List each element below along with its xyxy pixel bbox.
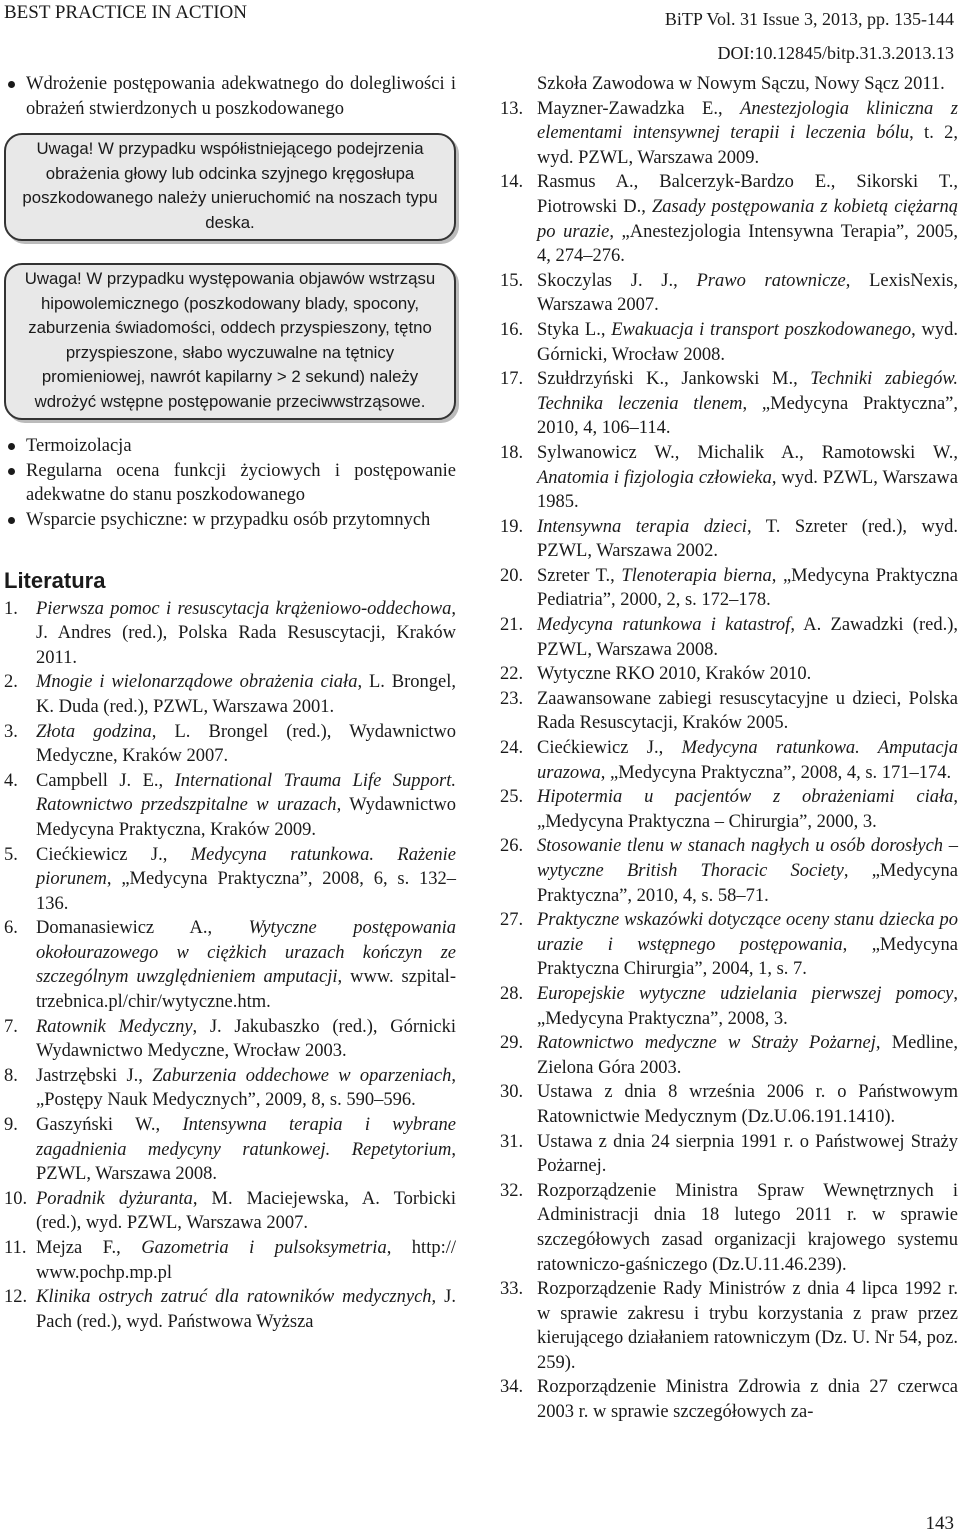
reference-text: Hipotermia u pacjentów z obrażeniami ciała, „Medycyna Praktyczna – Chirurgia”, 2000, 3. <box>537 787 958 832</box>
reference-item <box>4 1285 456 1334</box>
reference-text: Mayzner-Zawadzka E., Anestezjologia kliniczna z elementami intensywnej terapii i leczenia bólu, t. 2, wyd. PZWL, Warszawa 2009. <box>537 98 959 168</box>
reference-item <box>4 1015 456 1064</box>
reference-list-left <box>4 597 456 1335</box>
reference-item <box>500 662 958 687</box>
reference-text: Intensywna terapia dzieci, T. Szreter (red.), wyd. PZWL, Warszawa 2002. <box>537 516 958 562</box>
reference-text: Skoczylas J. J., Prawo ratownicze, LexisNexis, Warszawa 2007. <box>537 270 958 316</box>
reference-number: 13. <box>500 98 524 119</box>
reference-text: Stosowanie tlenu w stanach nagłych u osób dorosłych – wytyczne British Thoracic Society, „Medycyna Praktyczna”, 2010, 4, s. 58–71. <box>537 836 959 906</box>
reference-number: 22. <box>500 664 524 685</box>
reference-text: Mejza F., Gazometria i pulsoksymetria, http:// www.pochp.mp.pl <box>36 1238 457 1283</box>
reference-number: 6. <box>4 918 18 939</box>
reference-text: Złota godzina, L. Brongel (red.), Wydawnictwo Medyczne, Kraków 2007. <box>36 721 456 767</box>
literature-heading: Literatura <box>4 567 106 593</box>
reference-item <box>4 1187 456 1236</box>
reference-item <box>500 441 958 515</box>
reference-item <box>500 982 958 1031</box>
reference-number: 26. <box>500 836 524 857</box>
reference-number: 15. <box>500 270 524 291</box>
reference-number: 25. <box>500 787 524 808</box>
reference-text: Sylwanowicz W., Michalik A., Ramotowski W., Anatomia i fizjologia człowieka, wyd. PZWL, Warszawa 1985. <box>537 442 959 513</box>
reference-number: 33. <box>500 1279 524 1300</box>
reference-text: Styka L., Ewakuacja i transport poszkodowanego, wyd. Górnicki, Wrocław 2008. <box>537 319 958 365</box>
reference-text: Ustawa z dnia 24 sierpnia 1991 r. o Państwowej Straży Pożarnej. <box>537 1131 958 1177</box>
reference-item <box>500 564 958 613</box>
reference-text: Ratownik Medyczny, J. Jakubaszko (red.), Górnicki Wydawnictwo Medyczne, Wrocław 2003. <box>36 1016 456 1062</box>
reference-number: 3. <box>4 721 18 742</box>
reference-number: 24. <box>500 738 524 759</box>
reference-number: 20. <box>500 565 524 586</box>
bullet-item: Termoizolacja <box>4 434 456 459</box>
reference-number: 19. <box>500 516 524 537</box>
reference-item <box>500 1277 958 1375</box>
reference-item <box>500 367 958 441</box>
reference-text: Praktyczne wskazówki dotyczące oceny stanu dziecka po urazie i wstępnego postępowania, „Medycyna Praktyczna Chirurgia”, 2004, 1, s. 7. <box>537 910 958 980</box>
reference-item <box>500 613 958 662</box>
reference-text: Klinika ostrych zatruć dla ratowników medycznych, J. Pach (red.), wyd. Państwowa Wyższa <box>36 1287 456 1332</box>
reference-item <box>500 1031 958 1080</box>
reference-number: 10. <box>4 1188 28 1209</box>
reference-number: 32. <box>500 1180 524 1201</box>
reference-item <box>500 170 958 268</box>
reference-item <box>500 1080 958 1129</box>
bullet-item: Regularna ocena funkcji życiowych i postępowanie adekwatne do stanu poszkodowanego <box>4 459 456 508</box>
reference-text: Rozporządzenie Rady Ministrów z dnia 4 lipca 1992 r. w sprawie zakresu i trybu korzystania z praw przez kierującego działaniem ratowniczym (Dz. U. Nr 54, poz. 259). <box>537 1279 958 1373</box>
reference-number: 23. <box>500 688 524 709</box>
reference-item <box>500 269 958 318</box>
reference-text: Medycyna ratunkowa i katastrof, A. Zawadzki (red.), PZWL, Warszawa 2008. <box>537 615 958 660</box>
reference-number: 30. <box>500 1082 524 1103</box>
reference-text: Campbell J. E., International Trauma Life Support. Ratownictwo przedszpitalne w urazach, Wydawnictwo Medycyna Praktyczna, Kraków 2009. <box>36 770 457 840</box>
reference-item <box>4 1236 456 1285</box>
reference-number: 2. <box>4 672 18 693</box>
reference-number: 4. <box>4 770 18 791</box>
reference-item <box>500 1130 958 1179</box>
reference-text: Rozporządzenie Ministra Spraw Wewnętrznych i Administracji dnia 18 lutego 2011 r. w sprawie szczegółowych zasad organizacji krajowego systemu ratowniczo-gaśniczego (Dz.U.11.46.239). <box>537 1180 958 1275</box>
reference-text: Europejskie wytyczne udzielania pierwszej pomocy, „Medycyna Praktyczna”, 2008, 3. <box>537 983 958 1029</box>
reference-item <box>500 318 958 367</box>
reference-number: 11. <box>4 1238 27 1258</box>
reference-item <box>4 916 456 1014</box>
reference-item <box>4 670 456 719</box>
reference-item <box>500 1179 958 1277</box>
right-column <box>500 72 958 1425</box>
reference-number: 7. <box>4 1016 18 1037</box>
warning-box-spine: Uwaga! W przypadku współistniejącego podejrzenia obrażenia głowy lub odcinka szyjnego kręgosłupa poszkodowanego należy unieruchomić na noszach typu deska. <box>4 133 456 241</box>
reference-item <box>500 834 958 908</box>
page-number: 143 <box>925 1513 954 1534</box>
warning-box-shock: Uwaga! W przypadku występowania objawów wstrząsu hipowolemicznego (poszkodowany blady, spocony, zaburzenia świadomości, oddech przyspieszony, tętno przyspieszone, słabo wyczuwalne na tętnicy promieniowej, nawrót kapilarny > 2 sekund) należy wdrożyć wstępne postępowanie przeciwwstrząsowe. <box>4 263 456 420</box>
running-header-right <box>665 2 954 70</box>
reference-item <box>4 1064 456 1113</box>
reference-item <box>4 843 456 917</box>
reference-text: Jastrzębski J., Zaburzenia oddechowe w oparzeniach, „Postępy Nauk Medycznych”, 2009, 8, s. 590–596. <box>36 1065 457 1111</box>
reference-text: Mnogie i wielonarządowe obrażenia ciała, L. Brongel, K. Duda (red.), PZWL, Warszawa 2001. <box>36 672 456 717</box>
reference-number: 31. <box>500 1131 524 1152</box>
reference-item <box>500 785 958 834</box>
reference-number: 5. <box>4 844 18 865</box>
reference-text: Poradnik dyżuranta, M. Maciejewska, A. Torbicki (red.), wyd. PZWL, Warszawa 2007. <box>36 1188 456 1234</box>
reference-text: Rasmus A., Balcerzyk-Bardzo E., Sikorski T., Piotrowski D., Zasady postępowania z kobietą ciężarną po urazie, „Anestezjologia Intensywna Terapia”, 2005, 4, 274–276. <box>537 172 959 267</box>
reference-item <box>500 687 958 736</box>
reference-number: 21. <box>500 615 524 636</box>
reference-text: Rozporządzenie Ministra Zdrowia z dnia 27 czerwca 2003 r. w sprawie szczegółowych za- <box>537 1377 958 1423</box>
reference-item <box>500 736 958 785</box>
reference-text: Ustawa z dnia 8 września 2006 r. o Państwowym Ratownictwie Medycznym (Dz.U.06.191.1410). <box>537 1082 958 1127</box>
reference-number: 14. <box>500 172 524 193</box>
bullet-item: Wsparcie psychiczne: w przypadku osób przytomnych <box>4 508 456 533</box>
reference-number: 34. <box>500 1377 524 1398</box>
reference-number: 12. <box>4 1287 28 1308</box>
reference-text: Szułdrzyński K., Jankowski M., Techniki zabiegów. Technika leczenia tlenem, „Medycyna Praktyczna”, 2010, 4, 106–114. <box>537 369 958 439</box>
reference-item <box>500 97 958 171</box>
reference-text: Zaawansowane zabiegi resuscytacyjne u dzieci, Polska Rada Resuscytacji, Kraków 2005. <box>537 688 958 734</box>
reference-item <box>4 1113 456 1187</box>
left-column <box>4 72 456 1334</box>
reference-text: Szreter T., Tlenoterapia bierna, „Medycyna Praktyczna Pediatria”, 2000, 2, s. 172–178. <box>537 565 958 611</box>
reference-number: 8. <box>4 1065 18 1086</box>
reference-number: 18. <box>500 442 524 463</box>
reference-number: 16. <box>500 319 524 340</box>
reference-text: Ratownictwo medyczne w Straży Pożarnej, Medline, Zielona Góra 2003. <box>537 1033 958 1078</box>
reference-number: 1. <box>4 598 18 619</box>
reference-item <box>4 720 456 769</box>
bullet-list-top <box>4 72 456 121</box>
reference-item <box>500 1375 958 1424</box>
reference-text: Ciećkiewicz J., Medycyna ratunkowa. Amputacja urazowa, „Medycyna Praktyczna”, 2008, 4, s. 171–174. <box>537 738 958 783</box>
reference-item <box>4 597 456 671</box>
journal-citation: BiTP Vol. 31 Issue 3, 2013, pp. 135-144 <box>664 9 954 29</box>
reference-number: 17. <box>500 369 524 390</box>
reference-number: 9. <box>4 1115 18 1136</box>
doi: DOI:10.12845/bitp.31.3.2013.13 <box>717 43 954 63</box>
reference-text: Gaszyński W., Intensywna terapia i wybrane zagadnienia medycyny ratunkowej. Repetytorium, PZWL, Warszawa 2008. <box>36 1115 457 1185</box>
reference-number: 28. <box>500 983 524 1004</box>
bullet-item: Wdrożenie postępowania adekwatnego do dolegliwości i obrażeń stwierdzonych u poszkodowanego <box>4 72 456 121</box>
reference-number: 27. <box>500 910 524 931</box>
reference-continuation: Szkoła Zawodowa w Nowym Sączu, Nowy Sącz 2011. <box>537 74 945 94</box>
reference-list-right <box>500 97 958 1425</box>
reference-text: Pierwsza pomoc i resuscytacja krążeniowo-oddechowa, J. Andres (red.), Polska Rada Resuscytacji, Kraków 2011. <box>36 598 456 668</box>
reference-text: Wytyczne RKO 2010, Kraków 2010. <box>537 664 812 685</box>
reference-text: Domanasiewicz A., Wytyczne postępowania okołourazowego w ciężkich urazach kończyn ze szczególnym uwzględnieniem amputacji, www. szpital-trzebnica.pl/chir/wytyczne.htm. <box>36 918 456 1013</box>
reference-item <box>4 769 456 843</box>
reference-text: Ciećkiewicz J., Medycyna ratunkowa. Rażenie piorunem, „Medycyna Praktyczna”, 2008, 6, s. 132–136. <box>36 844 456 914</box>
bullet-list-bottom <box>4 434 456 532</box>
running-header-left: BEST PRACTICE IN ACTION <box>4 2 247 23</box>
reference-item <box>500 908 958 982</box>
reference-number: 29. <box>500 1033 524 1054</box>
reference-item <box>500 515 958 564</box>
